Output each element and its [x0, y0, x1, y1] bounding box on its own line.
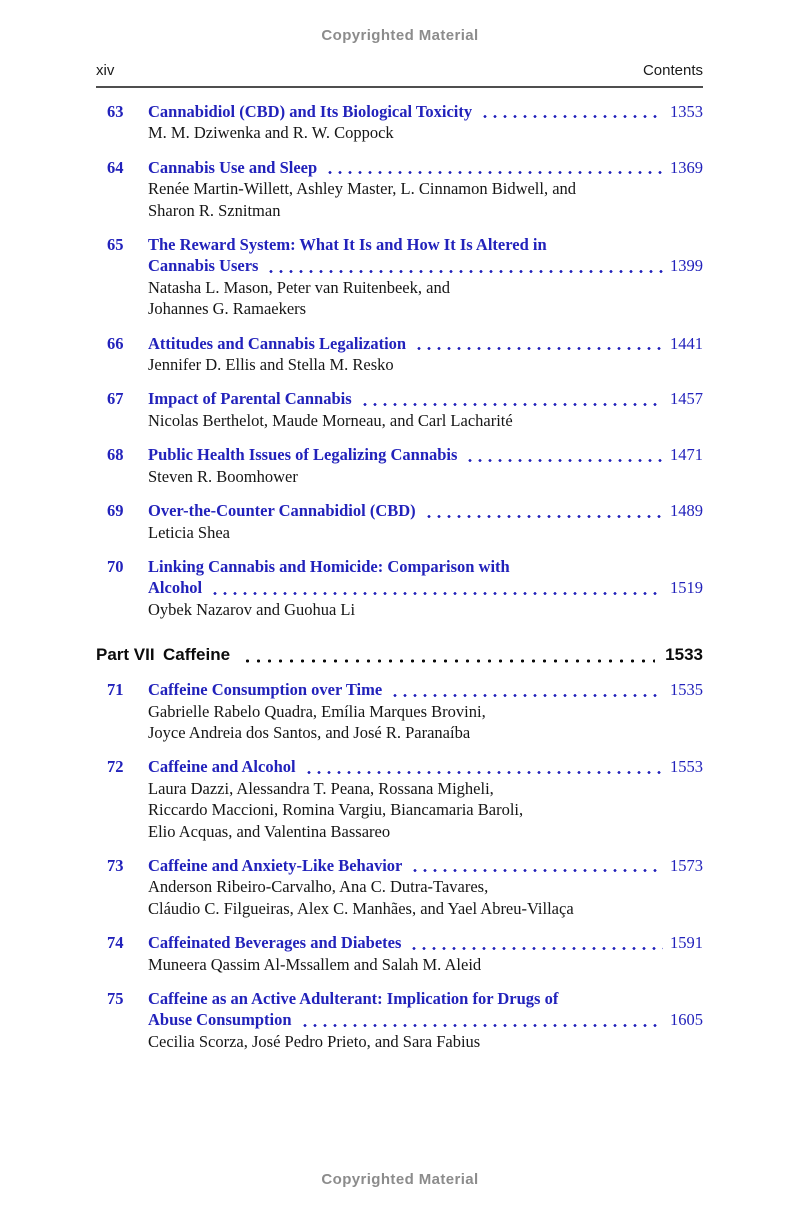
dot-leader [424, 515, 663, 518]
chapter-title-text: Impact of Parental Cannabis [148, 389, 352, 409]
author-line: Anderson Ribeiro-Carvalho, Ana C. Dutra-Tavares, [148, 877, 489, 897]
chapter-title-line: Caffeine as an Active Adulterant: Implication for Drugs of [148, 989, 559, 1008]
chapter-entry-body [148, 500, 703, 543]
author-line: Cecilia Scorza, José Pedro Prieto, and Sara Fabius [148, 1031, 481, 1051]
chapter-title-line [148, 756, 703, 777]
chapter-title-line [148, 157, 703, 178]
chapter-authors [148, 354, 703, 375]
chapter-authors [148, 876, 703, 919]
chapter-page-number: 1457 [670, 389, 703, 409]
chapter-entry-body [148, 333, 703, 376]
author-line: Joyce Andreia dos Santos, and José R. Paranaíba [148, 722, 471, 742]
running-head-title: Contents [642, 62, 703, 79]
page-number-label: xiv [96, 62, 115, 79]
chapter-authors [148, 522, 703, 543]
author-line: Leticia Shea [148, 522, 231, 542]
chapter-title-line [148, 333, 703, 354]
author-line: Laura Dazzi, Alessandra T. Peana, Rossana Migheli, [148, 778, 494, 798]
dot-leader [410, 869, 663, 872]
chapter-title-line [148, 101, 703, 122]
chapter-authors [148, 178, 703, 221]
running-head [96, 62, 703, 88]
author-line: Oybek Nazarov and Guohua Li [148, 599, 356, 619]
chapter-entry-body [148, 101, 703, 144]
part-page-number: 1533 [665, 645, 703, 665]
chapter-page-number: 1369 [670, 157, 703, 177]
chapter-title-line [148, 255, 703, 276]
chapter-title-text: Over-the-Counter Cannabidiol (CBD) [148, 501, 416, 521]
contents-page [96, 62, 703, 1052]
toc-entry [96, 157, 703, 221]
chapter-page-number: 1553 [670, 757, 703, 777]
chapter-authors [148, 410, 703, 431]
toc-entry [96, 556, 703, 620]
dot-leader [480, 115, 663, 118]
toc-entry [96, 234, 703, 320]
chapter-authors [148, 701, 703, 744]
chapter-entry-body [148, 444, 703, 487]
chapter-page-number: 1399 [670, 256, 703, 276]
chapter-title-text: Caffeinated Beverages and Diabetes [148, 933, 402, 953]
chapter-title-line: The Reward System: What It Is and How It Is Altered in [148, 235, 547, 255]
part-title: Caffeine [163, 645, 231, 665]
chapter-title-line [148, 388, 703, 409]
chapter-number: 72 [107, 757, 124, 777]
copyright-notice-bottom: Copyrighted Material [321, 1171, 479, 1188]
chapter-number: 69 [107, 501, 124, 521]
table-of-contents [96, 101, 703, 1052]
chapter-authors [148, 122, 703, 143]
dot-leader [465, 459, 663, 462]
chapter-number: 67 [107, 389, 124, 409]
chapter-entry-body [148, 157, 703, 221]
dot-leader [360, 403, 663, 406]
dot-leader [242, 659, 655, 663]
chapter-page-number: 1441 [670, 333, 703, 353]
author-line: Jennifer D. Ellis and Stella M. Resko [148, 355, 394, 375]
chapter-entry-body [148, 932, 703, 975]
chapter-number: 68 [107, 445, 124, 465]
toc-entry [96, 988, 703, 1052]
chapter-title-text: Attitudes and Cannabis Legalization [148, 333, 407, 353]
chapter-page-number: 1353 [670, 102, 703, 121]
toc-entry [96, 101, 703, 144]
chapter-title-line [148, 500, 703, 521]
chapter-number: 70 [107, 556, 124, 576]
toc-entry [96, 855, 703, 919]
toc-entry [96, 500, 703, 543]
dot-leader [325, 171, 663, 174]
chapter-title-line [148, 444, 703, 465]
author-line: Sharon R. Sznitman [148, 200, 281, 220]
chapter-title-text: Public Health Issues of Legalizing Cannabis [148, 445, 458, 465]
chapter-number: 63 [107, 102, 124, 121]
chapter-entry-body [148, 679, 703, 743]
chapter-title-line [148, 577, 703, 598]
chapter-title-text: Cannabis Use and Sleep [148, 157, 318, 177]
author-line: Riccardo Maccioni, Romina Vargiu, Biancamaria Baroli, [148, 800, 524, 820]
chapter-number: 73 [107, 855, 124, 875]
author-line: Johannes G. Ramaekers [148, 299, 307, 319]
chapter-authors [148, 1031, 703, 1052]
chapter-page-number: 1573 [670, 855, 703, 875]
author-line: Muneera Qassim Al-Mssallem and Salah M. Aleid [148, 954, 482, 974]
chapter-number: 74 [107, 933, 124, 953]
dot-leader [304, 771, 663, 774]
chapter-page-number: 1591 [670, 933, 703, 953]
chapter-title-text: Caffeine and Anxiety-Like Behavior [148, 855, 403, 875]
chapter-entry-body [148, 855, 703, 919]
chapter-number: 71 [107, 680, 124, 700]
part-heading [96, 644, 703, 666]
chapter-page-number: 1519 [670, 578, 703, 598]
chapter-title-text: Caffeine and Alcohol [148, 757, 296, 777]
chapter-entry-body [148, 388, 703, 431]
copyright-notice-top: Copyrighted Material [321, 27, 479, 44]
author-line: Renée Martin-Willett, Ashley Master, L. Cinnamon Bidwell, and [148, 179, 577, 199]
dot-leader [409, 947, 663, 950]
dot-leader [300, 1024, 663, 1027]
chapter-authors [148, 466, 703, 487]
chapter-title-line [148, 679, 703, 700]
chapter-authors [148, 599, 703, 620]
author-line: Steven R. Boomhower [148, 466, 298, 486]
chapter-title-text: Caffeine Consumption over Time [148, 680, 383, 700]
author-line: Cláudio C. Filgueiras, Alex C. Manhães, and Yael Abreu-Villaça [148, 898, 574, 918]
chapter-title-line [148, 855, 703, 876]
chapter-entry-body [148, 556, 703, 620]
chapter-authors [148, 277, 703, 320]
chapter-authors [148, 778, 703, 842]
chapter-page-number: 1605 [670, 1010, 703, 1030]
chapter-title-text: Cannabidiol (CBD) and Its Biological Toxicity [148, 102, 473, 121]
chapter-number: 75 [107, 989, 124, 1008]
chapter-title-text: Alcohol [148, 578, 203, 598]
chapter-page-number: 1471 [670, 445, 703, 465]
chapter-number: 66 [107, 333, 124, 353]
chapter-number: 65 [107, 235, 124, 255]
dot-leader [390, 694, 663, 697]
toc-entry [96, 444, 703, 487]
chapter-authors [148, 954, 703, 975]
author-line: Nicolas Berthelot, Maude Morneau, and Carl Lacharité [148, 410, 513, 430]
chapter-title-text: Abuse Consumption [148, 1010, 292, 1030]
toc-entry [96, 756, 703, 842]
author-line: Elio Acquas, and Valentina Bassareo [148, 821, 391, 841]
chapter-entry-body [148, 756, 703, 842]
part-label: Part VII [96, 645, 155, 665]
author-line: Natasha L. Mason, Peter van Ruitenbeek, and [148, 277, 450, 297]
toc-entry [96, 333, 703, 376]
chapter-title-line [148, 1009, 703, 1030]
chapter-number: 64 [107, 157, 124, 177]
dot-leader [414, 347, 663, 350]
dot-leader [266, 270, 663, 273]
toc-entry [96, 388, 703, 431]
author-line: Gabrielle Rabelo Quadra, Emília Marques Brovini, [148, 701, 486, 721]
dot-leader [210, 592, 663, 595]
chapter-page-number: 1489 [670, 501, 703, 521]
chapter-entry-body [148, 988, 703, 1052]
chapter-title-text: Cannabis Users [148, 256, 259, 276]
chapter-page-number: 1535 [670, 680, 703, 700]
toc-entry [96, 679, 703, 743]
author-line: M. M. Dziwenka and R. W. Coppock [148, 123, 394, 143]
chapter-entry-body [148, 234, 703, 320]
chapter-title-line [148, 932, 703, 953]
toc-entry [96, 932, 703, 975]
chapter-title-line: Linking Cannabis and Homicide: Comparison with [148, 556, 510, 576]
